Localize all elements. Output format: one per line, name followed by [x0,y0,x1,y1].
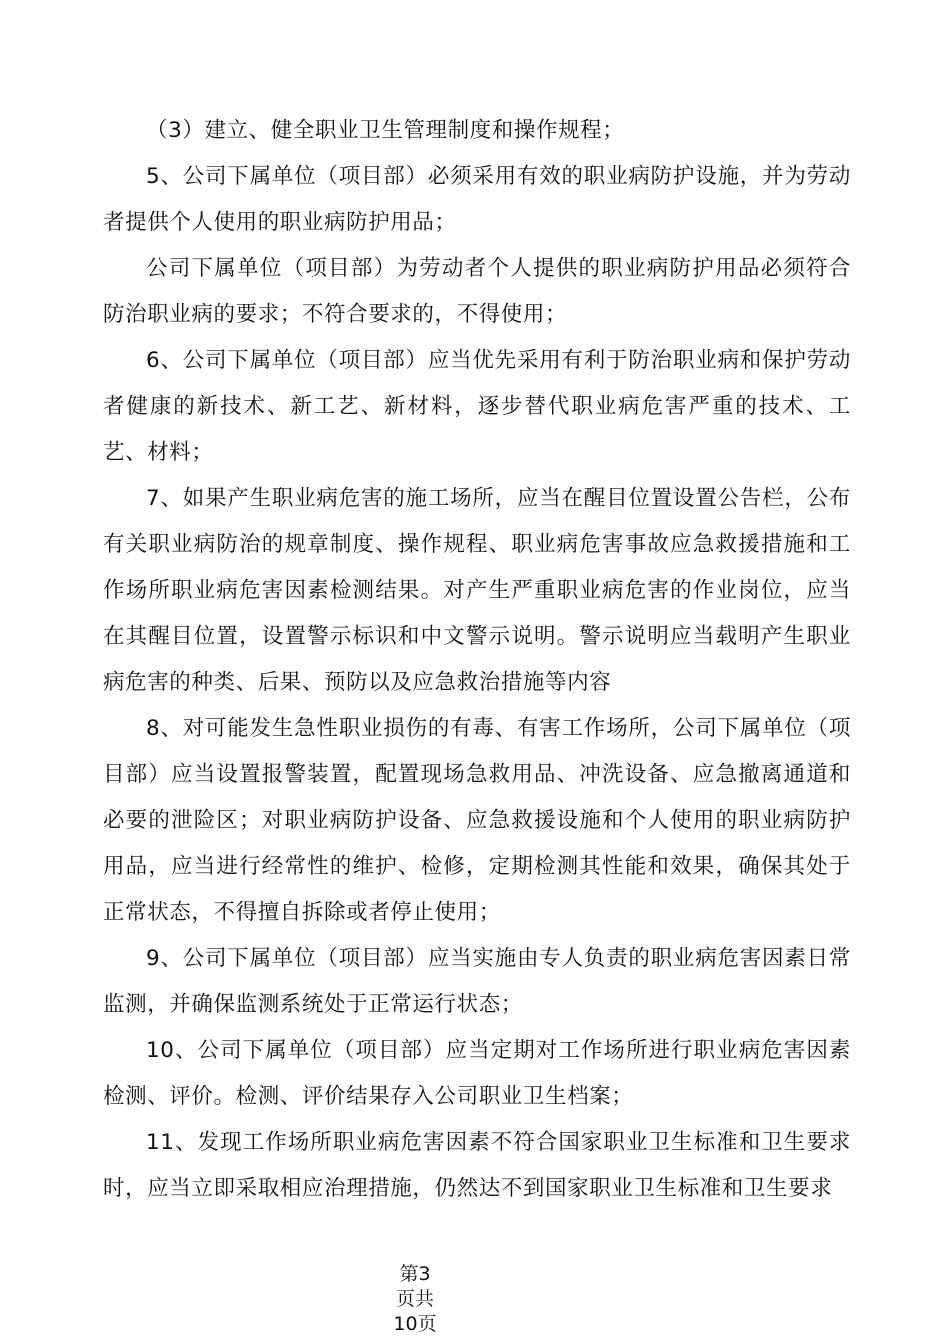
document-body [103,108,851,1212]
paragraph-item-5-continued: 公司下属单位（项目部）为劳动者个人提供的职业病防护用品必须符合防治职业病的要求；不符合要求的，不得使用； [103,256,851,327]
paragraph-item-6: 6、公司下属单位（项目部）应当优先采用有利于防治职业病和保护劳动者健康的新技术、新工艺、新材料，逐步替代职业病危害严重的技术、工艺、材料； [103,348,851,465]
paragraph-item-5: 5、公司下属单位（项目部）必须采用有效的职业病防护设施，并为劳动者提供个人使用的职业病防护用品； [103,164,851,235]
paragraph-item-3: （3）建立、健全职业卫生管理制度和操作规程； [146,118,625,143]
page-number-line-2: 页共 [395,1288,434,1310]
paragraph-item-8: 8、对可能发生急性职业损伤的有毒、有害工作场所，公司下属单位（项目部）应当设置报警装置，配置现场急救用品、冲洗设备、应急撤离通道和必要的泄险区；对职业病防护设备、应急救援设施和个人使用的职业病防护用品，应当进行经常性的维护、检修，定期检测其性能和效果，确保其处于正常状态，不得擅自拆除或者停止使用； [103,716,851,925]
paragraph-item-10: 10、公司下属单位（项目部）应当定期对工作场所进行职业病危害因素检测、评价。检测、评价结果存入公司职业卫生档案； [103,1038,851,1109]
paragraph-item-9: 9、公司下属单位（项目部）应当实施由专人负责的职业病危害因素日常监测，并确保监测系统处于正常运行状态； [103,946,851,1017]
paragraph-item-11: 11、发现工作场所职业病危害因素不符合国家职业卫生标准和卫生要求时，应当立即采取相应治理措施，仍然达不到国家职业卫生标准和卫生要求 [103,1130,851,1201]
page-number-line-3: 10页 [393,1313,437,1335]
page-number-footer [375,1262,455,1337]
paragraph-item-7: 7、如果产生职业病危害的施工场所，应当在醒目位置设置公告栏，公布有关职业病防治的规章制度、操作规程、职业病危害事故应急救援措施和工作场所职业病危害因素检测结果。对产生严重职业病危害的作业岗位，应当在其醒目位置，设置警示标识和中文警示说明。警示说明应当载明产生职业病危害的种类、后果、预防以及应急救治措施等内容 [103,486,851,695]
page-number-line-1: 第3 [399,1263,431,1285]
